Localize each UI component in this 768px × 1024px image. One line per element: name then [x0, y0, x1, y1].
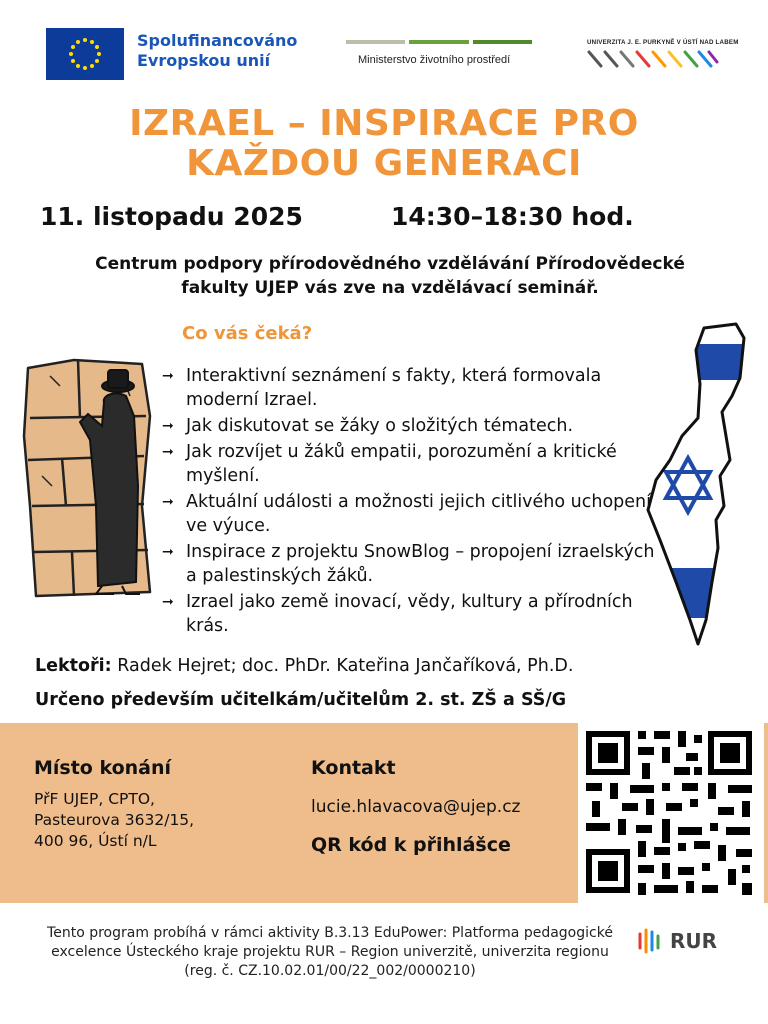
- intro-line-1: Centrum podpory přírodovědného vzdělávání Přírodovědecké: [95, 254, 685, 274]
- event-time: 14:30–18:30 hod.: [391, 202, 634, 231]
- agenda-item: [158, 364, 658, 412]
- arrow-bullet-icon: ➞: [162, 544, 174, 560]
- mzp-logo-bars: [346, 40, 532, 44]
- western-wall-illustration: [22, 356, 172, 600]
- qr-code-icon: [578, 723, 764, 903]
- venue-address: [34, 789, 194, 852]
- agenda-item: [158, 590, 658, 638]
- agenda-item: [158, 490, 658, 538]
- venue-line-2: Pasteurova 3632/15,: [34, 811, 195, 829]
- arrow-bullet-icon: ➞: [162, 418, 174, 434]
- qr-code[interactable]: [578, 723, 764, 903]
- eu-line-1: Spolufinancováno: [137, 31, 298, 50]
- lecturers-line: [35, 656, 573, 676]
- agenda-item-text: Jak rozvíjet u žáků empatii, porozumění a kritické myšlení.: [186, 442, 617, 486]
- agenda-item: [158, 414, 658, 438]
- event-title: [0, 104, 768, 184]
- agenda-item-text: Interaktivní seznámení s fakty, která formovala moderní Izrael.: [186, 366, 602, 410]
- rur-logo-label: RUR: [670, 929, 718, 953]
- event-title-line-1: IZRAEL – INSPIRACE PRO: [129, 103, 639, 144]
- event-title-line-2: KAŽDOU GENERACI: [186, 143, 582, 184]
- what-to-expect-heading: Co vás čeká?: [182, 323, 313, 344]
- target-audience: Určeno především učitelkám/učitelům 2. st. ZŠ a SŠ/G: [35, 690, 567, 710]
- lecturers-label: Lektoři:: [35, 656, 112, 676]
- arrow-bullet-icon: ➞: [162, 368, 174, 384]
- agenda-item-text: Jak diskutovat se žáky o složitých tématech.: [186, 416, 574, 436]
- contact-heading: Kontakt: [311, 757, 396, 779]
- eu-line-2: Evropskou unií: [137, 51, 271, 70]
- contact-email[interactable]: lucie.hlavacova@ujep.cz: [311, 797, 521, 817]
- venue-line-1: PřF UJEP, CPTO,: [34, 790, 155, 808]
- eu-stars-icon: [46, 28, 124, 80]
- intro-line-2: fakulty UJEP vás zve na vzdělávací seminář.: [181, 278, 599, 298]
- eu-flag-logo: [46, 28, 124, 80]
- arrow-bullet-icon: ➞: [162, 594, 174, 610]
- agenda-item-text: Inspirace z projektu SnowBlog – propojení izraelských a palestinských žáků.: [186, 542, 655, 586]
- arrow-bullet-icon: ➞: [162, 494, 174, 510]
- event-date: 11. listopadu 2025: [40, 202, 303, 231]
- israel-flag-map: [640, 320, 752, 654]
- venue-line-3: 400 96, Ústí n/L: [34, 832, 157, 850]
- arrow-bullet-icon: ➞: [162, 444, 174, 460]
- eu-cofinanced-label: [137, 31, 297, 71]
- venue-heading: Místo konání: [34, 757, 172, 779]
- intro-text: [40, 252, 740, 300]
- agenda-item: [158, 540, 658, 588]
- lecturers-names: Radek Hejret; doc. PhDr. Kateřina Jančaříková, Ph.D.: [117, 656, 574, 676]
- agenda-item-text: Aktuální události a možnosti jejich citlivého uchopení ve výuce.: [186, 492, 652, 536]
- mzp-logo-label: Ministerstvo životního prostředí: [358, 54, 511, 66]
- footer-funding-text: Tento program probíhá v rámci aktivity B.3.13 EduPower: Platforma pedagogické excelence Ústeckého kraje projektu RUR – Region univerzitě, univerzita regionu (reg. č. CZ.10.02.01/00/22_002/0000210): [47, 925, 613, 979]
- agenda-list: [158, 364, 658, 640]
- ujep-logo-label: UNIVERZITA J. E. PURKYNĚ V ÚSTÍ NAD LABEM: [587, 39, 739, 46]
- agenda-item: [158, 440, 658, 488]
- qr-label: QR kód k přihlášce: [311, 834, 511, 856]
- agenda-item-text: Izrael jako země inovací, vědy, kultury a přírodních krás.: [186, 592, 633, 636]
- ujep-stripes-logo: [587, 48, 719, 72]
